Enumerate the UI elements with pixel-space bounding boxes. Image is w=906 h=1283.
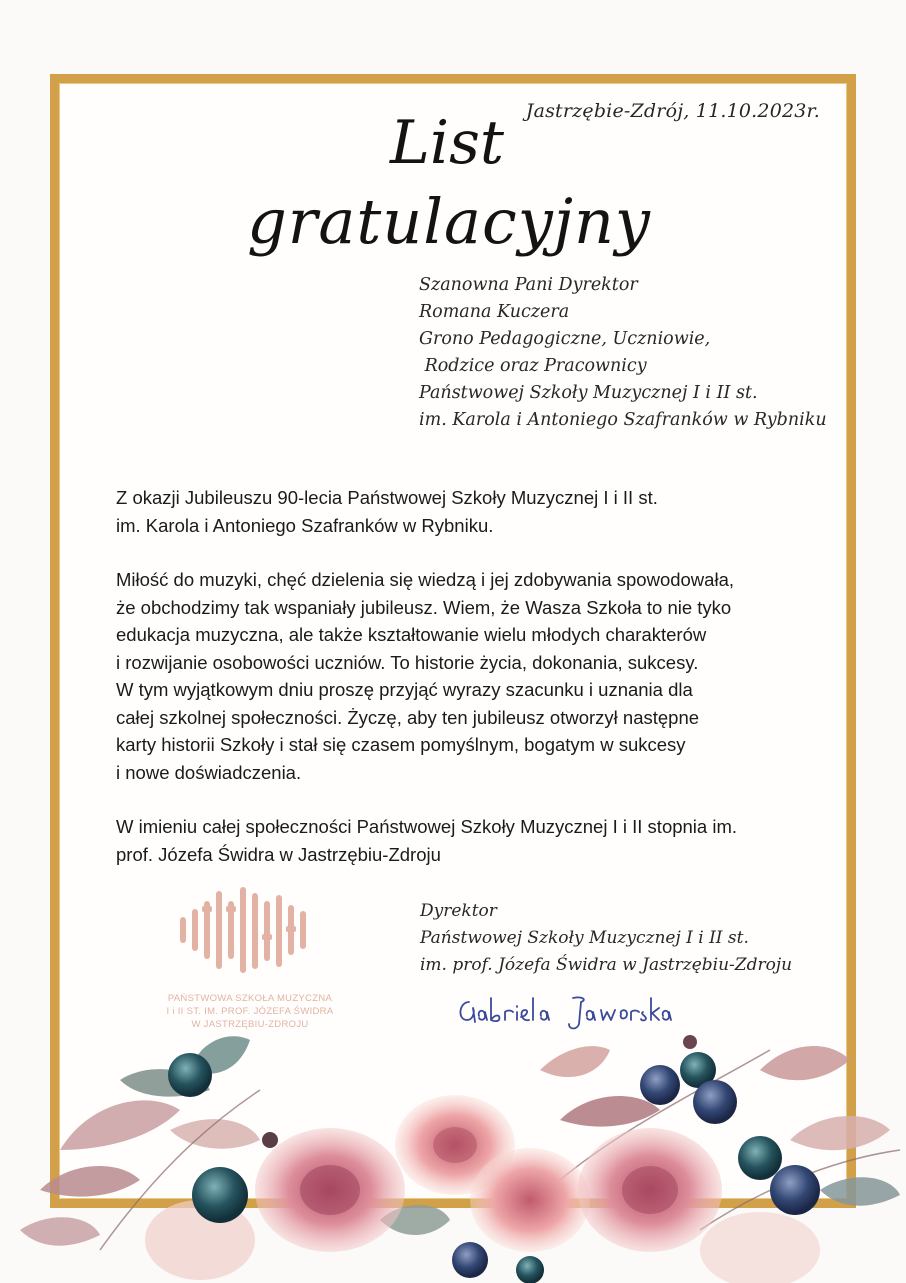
recipient-line: Państwowej Szkoły Muzycznej I i II st. [419,383,758,403]
recipients-block [419,272,827,434]
logo-caption-line: W JASTRZĘBIU-ZDROJU [191,1019,309,1030]
recipient-line: Romana Kuczera [419,302,570,322]
paragraph-wishes [116,566,796,786]
handwritten-signature [455,990,675,1035]
body-line: całej szkolnej społeczności. Życzę, aby ten jubileusz otworzył następne [116,706,700,728]
body-line: i rozwijanie osobowości uczniów. To historie życia, dokonania, sukcesy. [116,651,699,673]
place-date: Jastrzębie-Zdrój, 11.10.2023r. [525,100,820,122]
body-line: Z okazji Jubileuszu 90-lecia Państwowej Szkoły Muzycznej I i II st. [116,487,658,508]
logo-caption-line: I i II ST. IM. PROF. JÓZEFA ŚWIDRA [166,1006,334,1017]
recipient-line: Grono Pedagogiczne, Uczniowie, [419,329,711,349]
body-line: W imieniu całej społeczności Państwowej Szkoły Muzycznej I i II stopnia im. [116,816,738,837]
signer-title: Dyrektor [420,901,497,921]
signer-block [420,898,792,979]
title-line-2: gratulacyjny [247,185,651,258]
recipient-line: im. Karola i Antoniego Szafranków w Rybniku [419,410,827,430]
body-line: W tym wyjątkowym dniu proszę przyjąć wyrazy szacunku i uznania dla [116,679,693,700]
recipient-line: Szanowna Pani Dyrektor [419,275,638,295]
signer-line: Państwowej Szkoły Muzycznej I i II st. [420,928,749,948]
body-line: im. Karola i Antoniego Szafranków w Rybniku. [116,514,494,536]
logo-caption [150,992,350,1031]
signer-line: im. prof. Józefa Świdra w Jastrzębiu-Zdroju [420,955,793,975]
body-line: że obchodzimy tak wspaniały jubileusz. Wiem, że Wasza Szkoła to nie tyko [116,596,732,618]
paragraph-occasion [116,484,796,539]
letter-body [116,484,796,895]
recipient-line: Rodzice oraz Pracownicy [419,356,647,376]
body-line: Miłość do muzyki, chęć dzielenia się wiedzą i jej zdobywania spowodowała, [116,569,734,590]
body-line: prof. Józefa Świdra w Jastrzębiu-Zdroju [116,843,441,865]
title-line-1: List [390,108,504,178]
body-line: edukacja muzyczna, ale także kształtowanie wielu młodych charakterów [116,624,707,645]
floral-decoration [0,1030,906,1283]
body-line: karty historii Szkoły i stał się czasem pomyślnym, bogatym w sukcesy [116,734,686,755]
paragraph-behalf [116,813,796,868]
logo-caption-line: PAŃSTWOWA SZKOŁA MUZYCZNA [167,993,333,1004]
body-line: i nowe doświadczenia. [116,761,302,783]
